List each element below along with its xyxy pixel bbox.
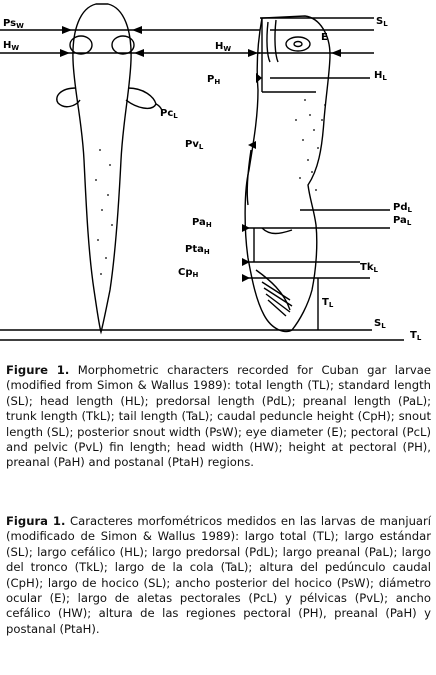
- label-hw-left: $H_W$: [3, 40, 20, 52]
- label-tl-bottom: $T_L$: [410, 330, 422, 342]
- label-psw: $Ps_W$: [3, 18, 24, 30]
- label-ptah: Pta$_H$: [185, 244, 210, 256]
- caption-spanish-label: Figura 1.: [6, 514, 66, 528]
- caption-english-label: Figure 1.: [6, 363, 70, 377]
- label-hw-mid: $H_W$: [215, 41, 232, 53]
- label-pah: $Pa_H$: [192, 217, 212, 229]
- label-pdl: $Pd_L$: [393, 202, 412, 214]
- caption-english: [6, 363, 431, 471]
- label-tkl: $Tk_L$: [360, 262, 378, 274]
- caption-spanish: [6, 514, 431, 637]
- label-hl: $H_L$: [374, 70, 387, 82]
- dorsal-right-pectoral-fin: [126, 88, 156, 108]
- label-pal: $Pa_L$: [393, 215, 412, 227]
- label-ph: $P_H$: [207, 74, 221, 86]
- label-sl-bottom: $S_L$: [374, 318, 386, 330]
- lateral-pelvic-fin: [247, 150, 251, 205]
- caption-english-text: Morphometric characters recorded for Cuban gar larvae (modified from Simon & Wallus 1989): total length (TL); standard length (SL); head length (HL); predorsal length (PdL); preanal length (PaL); trunk length (TkL); tail length (TaL); caudal peduncle height (CpH); snout length (SL); posterior snout width (PsW); eye diameter (E); pectoral (PcL) and pelvic (PvL) fin length; head width (HW); height at pectoral (PH), preanal (PaH) and postanal (PtaH) regions.: [6, 363, 431, 470]
- label-pvl: $Pv_L$: [185, 139, 204, 151]
- label-e: E: [321, 32, 328, 43]
- lateral-larva-outline: [245, 16, 330, 331]
- label-pcl: $Pc_L$: [160, 108, 178, 120]
- label-sl-top: $S_L$: [376, 16, 388, 28]
- lateral-eye: [286, 37, 310, 51]
- label-tl-mid: $T_L$: [322, 297, 334, 309]
- label-cph: $Cp_H$: [178, 267, 199, 279]
- caption-spanish-text: Caracteres morfométricos medidos en las larvas de manjuarí (modificado de Simon & Wallus 1989): largo total (TL); largo estándar (SL); largo cefálico (HL); largo predorsal (PdL); largo preanal (PaL); largo del tronco (TkL); largo de la cola (TaL); altura del pedúnculo caudal (CpH); largo de hocico (SL); ancho posterior del hocico (PsW); diámetro ocular (E); largo de aletas pectorales (PcL) y pélvicas (PvL); ancho cefálico (HW); altura de las regiones pectoral (PH), preanal (PaH) y postanal (PtaH).: [6, 514, 432, 636]
